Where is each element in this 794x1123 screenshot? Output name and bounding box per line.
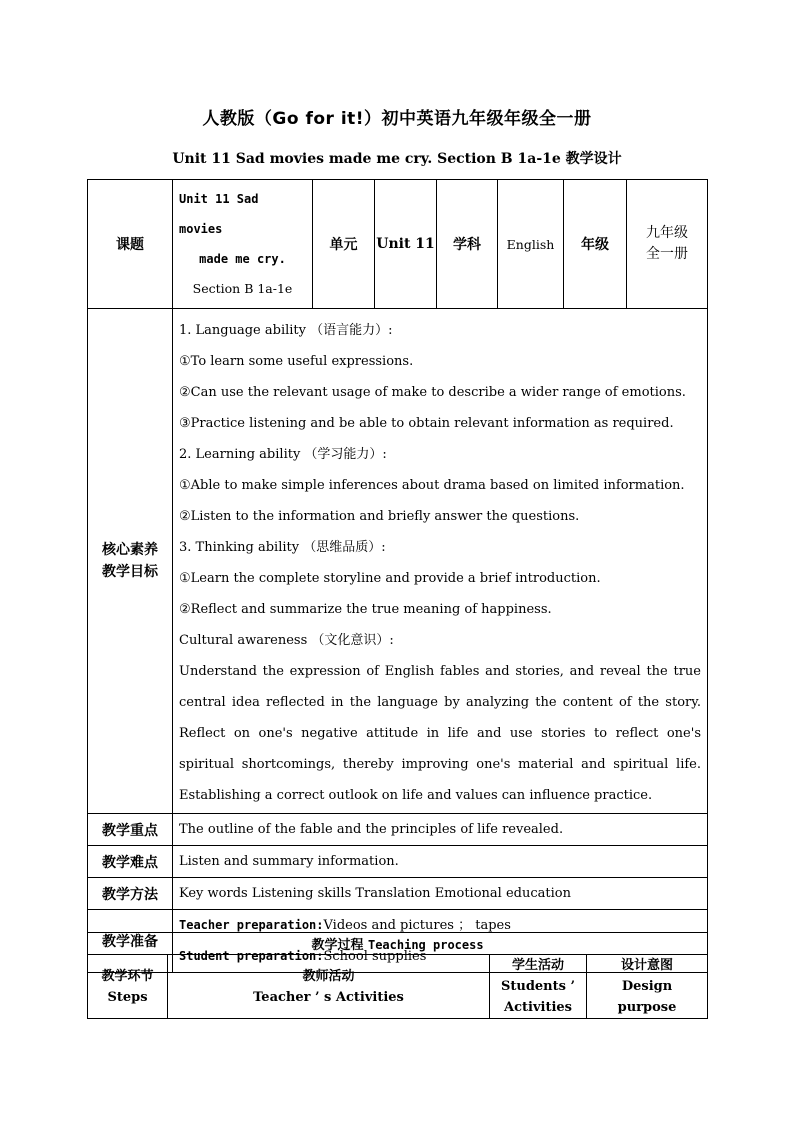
grade-value-line-1: 九年级 bbox=[646, 225, 688, 241]
topic-line-3: Section B 1a-1e bbox=[192, 281, 293, 296]
objectives-label bbox=[88, 309, 173, 814]
unit-value: Unit 11 bbox=[375, 180, 437, 309]
objective-line: Cultural awareness （文化意识）: bbox=[179, 633, 394, 648]
difficulties-label: 教学难点 bbox=[88, 846, 173, 878]
objective-line: 1. Language ability （语言能力）: bbox=[179, 323, 393, 338]
objective-line: ②Reflect and summarize the true meaning of happiness. bbox=[179, 602, 552, 617]
difficulties-row bbox=[88, 846, 708, 878]
design-purpose-header-en-1: Design bbox=[621, 979, 673, 994]
subject-label: 学科 bbox=[437, 180, 498, 309]
student-activities-header bbox=[490, 955, 587, 1019]
methods-label: 教学方法 bbox=[88, 878, 173, 910]
preparation-label: 教学准备 bbox=[88, 910, 173, 973]
methods-value: Key words Listening skills Translation Emotional education bbox=[173, 878, 708, 910]
difficulties-value: Listen and summary information. bbox=[173, 846, 708, 878]
subject-value: English bbox=[498, 180, 564, 309]
document-title: 人教版（Go for it!）初中英语九年级年级全一册 bbox=[202, 109, 592, 129]
key-points-value: The outline of the fable and the principles of life revealed. bbox=[173, 814, 708, 846]
process-title-en: Teaching process bbox=[367, 938, 484, 952]
objectives-label-line-2: 教学目标 bbox=[102, 564, 158, 580]
grade-value-line-2: 全一册 bbox=[646, 246, 688, 262]
student-preparation-label: Student preparation: bbox=[179, 949, 324, 963]
objectives-content bbox=[173, 309, 708, 814]
grade-label: 年级 bbox=[564, 180, 627, 309]
teaching-process-table bbox=[87, 932, 708, 1019]
unit-label: 单元 bbox=[313, 180, 375, 309]
process-title-cn: 教学过程 bbox=[311, 938, 364, 953]
cultural-awareness-paragraph: Understand the expression of English fables and stories, and reveal the true central idea reflected in the language by analyzing the content of the story. Reflect on one's negative attitude in life and use stories to reflect one's spiritual shortcomings, thereby improving one's material and spiritual life. Establishing a correct outlook on life and values can influence practice. bbox=[179, 664, 701, 803]
objective-line: 3. Thinking ability （思维品质）: bbox=[179, 540, 386, 555]
objective-line: ①To learn some useful expressions. bbox=[179, 354, 414, 369]
objective-line: ②Can use the relevant usage of make to describe a wider range of emotions. bbox=[179, 385, 686, 400]
steps-header-cn: 教学环节 bbox=[101, 968, 154, 984]
teacher-preparation-label: Teacher preparation: bbox=[179, 918, 324, 932]
topic-line-1: Unit 11 Sad movies bbox=[179, 192, 259, 236]
lesson-info-table bbox=[87, 179, 708, 973]
student-activities-header-cn: 学生活动 bbox=[511, 958, 564, 973]
teacher-activities-header-en: Teacher ’ s Activities bbox=[253, 989, 404, 1005]
design-purpose-header-en-2: purpose bbox=[617, 1000, 677, 1015]
student-preparation-value: School supplies bbox=[323, 949, 427, 964]
process-title bbox=[88, 933, 708, 955]
objective-line: ①Learn the complete storyline and provide a brief introduction. bbox=[179, 571, 601, 586]
steps-header bbox=[88, 955, 168, 1019]
grade-value bbox=[627, 180, 708, 309]
document-subtitle: Unit 11 Sad movies made me cry. Section B 1a-1e 教学设计 bbox=[172, 151, 622, 167]
student-activities-header-en-2: Activities bbox=[504, 1000, 572, 1015]
objective-line: 2. Learning ability （学习能力）: bbox=[179, 447, 387, 462]
steps-header-en: Steps bbox=[107, 989, 148, 1005]
teacher-preparation-value: Videos and pictures ； tapes bbox=[323, 918, 511, 933]
topic-label: 课题 bbox=[88, 180, 173, 309]
info-row bbox=[88, 180, 708, 309]
objective-line: ①Able to make simple inferences about drama based on limited information. bbox=[179, 478, 685, 493]
objective-line: ③Practice listening and be able to obtain relevant information as required. bbox=[179, 416, 674, 431]
design-purpose-header-cn: 设计意图 bbox=[621, 958, 674, 973]
teacher-activities-header bbox=[168, 955, 490, 1019]
process-header-row bbox=[88, 955, 708, 1019]
objective-line: ②Listen to the information and briefly answer the questions. bbox=[179, 509, 580, 524]
key-points-label: 教学重点 bbox=[88, 814, 173, 846]
design-purpose-header bbox=[587, 955, 708, 1019]
key-points-row bbox=[88, 814, 708, 846]
topic-line-2: made me cry. bbox=[199, 252, 286, 266]
teacher-activities-header-cn: 教师活动 bbox=[302, 968, 355, 984]
topic-value bbox=[173, 180, 313, 309]
methods-row bbox=[88, 878, 708, 910]
objectives-label-line-1: 核心素养 bbox=[102, 542, 158, 558]
process-title-row bbox=[88, 933, 708, 955]
objectives-row bbox=[88, 309, 708, 814]
student-activities-header-en-1: Students ’ bbox=[500, 979, 576, 994]
